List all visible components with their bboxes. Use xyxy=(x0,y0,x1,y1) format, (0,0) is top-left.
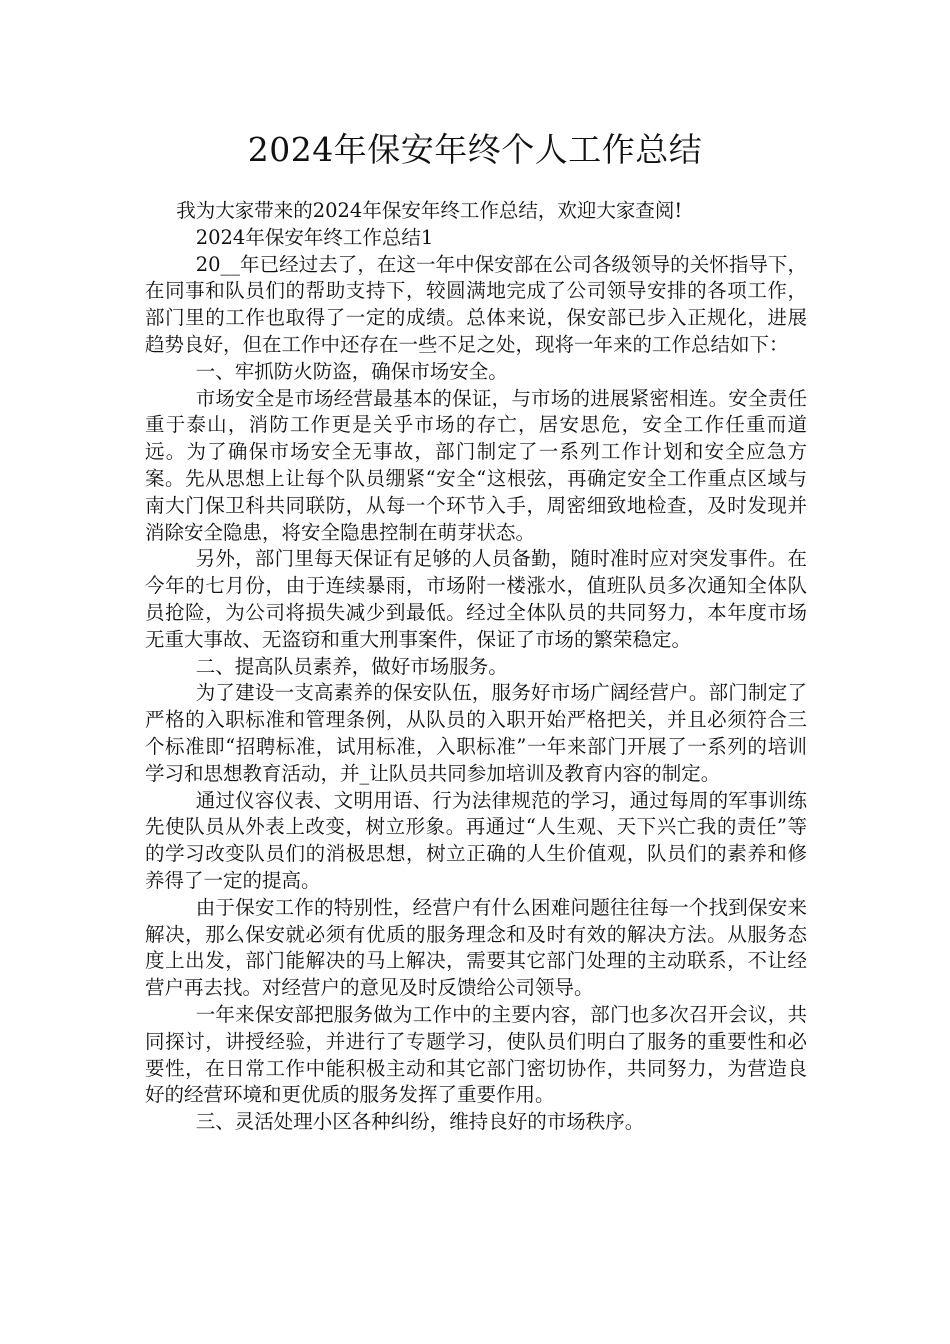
body-paragraph: 为了建设一支高素养的保安队伍，服务好市场广阔经营户。部门制定了严格的入职标准和管理条例，从队员的入职开始严格把关，并且必须符合三个标准即“招聘标准，试用标准，入职标准”一年来部门开展了一系列的培训学习和思想教育活动，并_让队员共同参加培训及教育内容的制定。 xyxy=(145,681,807,785)
document-title: 2024年保安年终个人工作总结 xyxy=(247,130,703,169)
subsection-heading: 一、牢抓防火防盗，确保市场安全。 xyxy=(195,359,508,383)
body-paragraph: 20__年已经过去了，在这一年中保安部在公司各级领导的关怀指导下，在同事和队员们的帮助支持下，较圆满地完成了公司领导安排的各项工作，部门里的工作也取得了一定的成绩。总体来说，保安部已步入正规化，进展趋势良好，但在工作中还存在一些不足之处，现将一年来的工作总结如下： xyxy=(145,252,807,356)
section-heading: 2024年保安年终工作总结1 xyxy=(195,225,434,249)
body-paragraph: 由于保安工作的特别性，经营户有什么困难问题往往每一个找到保安来解决，那么保安就必须有优质的服务理念和及时有效的解决方法。从服务态度上出发，部门能解决的马上解决，需要其它部门处理的主动联系，不让经营户再去找。对经营户的意见及时反馈给公司领导。 xyxy=(145,895,807,1000)
body-paragraph: 一年来保安部把服务做为工作中的主要内容，部门也多次召开会议，共同探讨，讲授经验，并进行了专题学习，使队员们明白了服务的重要性和必要性，在日常工作中能积极主动和其它部门密切协作，共同努力，为营造良好的经营环境和更优质的服务发挥了重要作用。 xyxy=(145,1002,807,1107)
intro-paragraph: 我为大家带来的2024年保安年终工作总结，欢迎大家查阅! xyxy=(176,199,683,222)
subsection-heading: 二、提高队员素养，做好市场服务。 xyxy=(195,654,508,678)
document-body xyxy=(145,198,807,1136)
body-paragraph: 市场安全是市场经营最基本的保证，与市场的进展紧密相连。安全责任重于泰山，消防工作更是关乎市场的存亡，居安思危，安全工作任重而道远。为了确保市场安全无事故，部门制定了一系列工作计划和安全应急方案。先从思想上让每个队员绷紧“安全“这根弦，再确定安全工作重点区域与南大门保卫科共同联防，从每一个环节入手，周密细致地检查，及时发现并消除安全隐患，将安全隐患控制在萌芽状态。 xyxy=(145,386,807,544)
body-paragraph: 另外，部门里每天保证有足够的人员备勤，随时准时应对突发事件。在今年的七月份，由于连续暴雨，市场附一楼涨水，值班队员多次通知全体队员抢险，为公司将损失减少到最低。经过全体队员的共同努力，本年度市场无重大事故、无盗窃和重大刑事案件，保证了市场的繁荣稳定。 xyxy=(145,547,807,651)
body-paragraph: 通过仪容仪表、文明用语、行为法律规范的学习，通过每周的军事训练先使队员从外表上改变，树立形象。再通过“人生观、天下兴亡我的责任”等的学习改变队员们的消极思想，树立正确的人生价值观，队员们的素养和修养得了一定的提高。 xyxy=(145,788,807,892)
subsection-heading: 三、灵活处理小区各种纠纷，维持良好的市场秩序。 xyxy=(195,1110,645,1134)
